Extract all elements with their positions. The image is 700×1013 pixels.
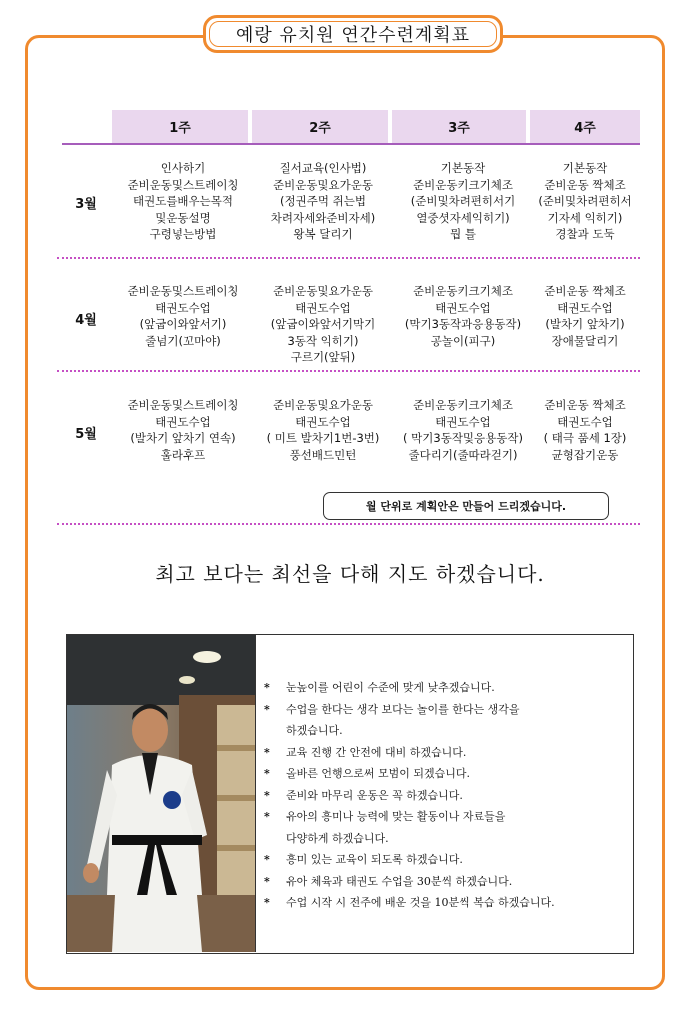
- schedule-cell-line: 기본동작: [440, 161, 486, 175]
- pledge-item: [264, 806, 634, 849]
- schedule-cell-line: 차려자세와준비자세): [270, 210, 376, 225]
- schedule-cell-line: 줄다리기(줄따라걷기): [408, 447, 518, 462]
- schedule-cell-line: ( 막기3동작및응용동작): [403, 431, 523, 445]
- schedule-cell-line: 태권도를배우는목적: [133, 194, 233, 208]
- schedule-cell-line: 공놀이(피구): [430, 333, 496, 348]
- schedule-cell-line: ( 태극 품세 1장): [543, 431, 627, 445]
- pledge-item: [264, 785, 634, 807]
- schedule-cell: [248, 397, 398, 463]
- pledge-item: [264, 742, 634, 764]
- schedule-cell-line: (막기3동작과응용동작): [404, 317, 522, 331]
- bullet-icon: *: [264, 874, 270, 888]
- schedule-cell-line: 태권도수업: [557, 300, 613, 315]
- bullet-icon: *: [264, 681, 270, 694]
- schedule-cell-line: 준비운동및요가운동: [273, 398, 373, 412]
- row-separator: [57, 257, 640, 259]
- title-banner: [203, 15, 503, 53]
- schedule-cell-line: 열중셧자세익히기): [416, 210, 510, 225]
- schedule-cell-line: 준비운동및스트레이칭: [127, 398, 239, 412]
- instructor-photo: [67, 635, 256, 952]
- schedule-cell-line: 구령넣는방법: [149, 227, 217, 241]
- bullet-icon: *: [264, 853, 270, 866]
- pledge-item: [264, 871, 634, 893]
- schedule-cell-line: (앞굽이와앞서기): [139, 317, 227, 331]
- schedule-cell-line: 태권도수업: [155, 300, 211, 315]
- week-header-1: 1주: [112, 110, 248, 143]
- schedule-cell: [108, 160, 258, 243]
- week-header-3: 3주: [392, 110, 526, 143]
- row-separator: [57, 523, 640, 525]
- schedule-cell-line: 준비운동키크기체조: [413, 177, 513, 192]
- schedule-cell-line: 태권도수업: [295, 300, 351, 315]
- schedule-cell-line: 훌라후프: [160, 447, 206, 462]
- schedule-cell-line: 뭡 틀: [450, 227, 476, 241]
- pledge-text: 다양하게 하겠습니다.: [286, 831, 389, 845]
- pledge-text: 교육 진행 간 안전에 대비 하겠습니다.: [286, 745, 467, 759]
- schedule-cell-line: (발차기 앞차기 연속): [130, 431, 236, 445]
- schedule-cell-line: 풍선배드민턴: [289, 447, 357, 462]
- schedule-cell-line: 왕복 달리기: [293, 227, 353, 241]
- schedule-cell-line: 인사하기: [160, 161, 206, 175]
- schedule-cell-line: 태권도수업: [435, 300, 491, 315]
- schedule-cell-line: (발차기 앞차기): [545, 317, 625, 331]
- schedule-cell-line: (정권주먹 쥐는법: [280, 194, 366, 208]
- pledge-text: 준비와 마무리 운동은 꼭 하겠습니다.: [286, 788, 463, 802]
- schedule-cell-line: 3동작 익히기): [287, 333, 359, 348]
- schedule-cell-line: (준비및차려편히서: [538, 194, 632, 208]
- schedule-cell: [248, 283, 398, 366]
- pledge-list: [264, 677, 634, 914]
- pledge-text: 유아의 흥미나 능력에 맞는 활동이나 자료들을: [286, 810, 506, 823]
- week-header-2: 2주: [252, 110, 388, 143]
- schedule-cell-line: 및운동설명: [155, 210, 211, 225]
- schedule-cell-line: 준비운동및요가운동: [273, 284, 373, 298]
- schedule-cell-line: 준비운동 짝체조: [544, 177, 626, 192]
- schedule-cell-line: 태권도수업: [557, 414, 613, 429]
- note-box: [323, 492, 609, 520]
- schedule-cell: [510, 160, 660, 243]
- schedule-cell-line: 기자세 익히기): [547, 210, 623, 225]
- week-header-4: 4주: [530, 110, 640, 143]
- motto: 최고 보다는 최선을 다해 지도 하겠습니다.: [155, 562, 545, 586]
- pledge-item: [264, 892, 634, 914]
- pledge-item: [264, 763, 634, 785]
- schedule-cell-line: 준비운동및스트레이칭: [127, 177, 239, 192]
- bullet-icon: *: [264, 702, 270, 716]
- schedule-cell-line: 준비운동키크기체조: [413, 398, 513, 412]
- bullet-icon: *: [264, 767, 270, 780]
- schedule-cell-line: 구르기(앞뒤): [290, 350, 356, 364]
- schedule-cell-line: 장애물달리기: [551, 333, 619, 348]
- month-label: 5월: [75, 427, 97, 442]
- schedule-cell-line: 줄넘기(꼬마야): [145, 333, 221, 348]
- bullet-icon: *: [264, 810, 270, 823]
- schedule-cell-line: 준비운동 짝체조: [544, 398, 626, 412]
- pledge-text: 수업을 한다는 생각 보다는 놀이를 한다는 생각을: [286, 702, 520, 716]
- bullet-icon: *: [264, 896, 270, 909]
- schedule-cell-line: 태권도수업: [295, 414, 351, 429]
- schedule-cell: [510, 397, 660, 463]
- bullet-icon: *: [264, 745, 270, 759]
- schedule-cell-line: ( 미트 발차기1번-3번): [266, 431, 380, 445]
- schedule-cell-line: 기본동작: [562, 161, 608, 175]
- page-title: 예랑 유치원 연간수련계획표: [209, 21, 497, 47]
- pledge-item: [264, 677, 634, 699]
- pledge-text: 하겠습니다.: [286, 724, 343, 737]
- schedule-cell-line: 경찰과 도둑: [555, 227, 615, 241]
- schedule-cell-line: (앞굽이와앞서기막기: [270, 317, 376, 331]
- schedule-cell-line: 준비운동및스트레이칭: [127, 284, 239, 298]
- month-label: 3월: [75, 197, 97, 212]
- instructor-box: [66, 634, 634, 954]
- header-underline: [62, 143, 640, 145]
- note-text: 월 단위로 계획안은 만들어 드리겠습니다.: [365, 500, 567, 513]
- schedule-cell-line: 준비운동및요가운동: [273, 177, 373, 192]
- pledge-text: 유아 체육과 태권도 수업을 30분씩 하겠습니다.: [286, 874, 513, 888]
- schedule-cell-line: 준비운동키크기체조: [413, 284, 513, 298]
- pledge-text: 올바른 언행으로써 모범이 되겠습니다.: [286, 767, 471, 780]
- month-label: 4월: [75, 313, 97, 328]
- schedule-cell-line: 준비운동 짝체조: [544, 284, 626, 298]
- schedule-cell: [510, 283, 660, 349]
- schedule-cell-line: 태권도수업: [155, 414, 211, 429]
- schedule-cell: [108, 283, 258, 349]
- schedule-cell: [108, 397, 258, 463]
- schedule-cell-line: 태권도수업: [435, 414, 491, 429]
- schedule-cell: [248, 160, 398, 243]
- schedule-cell-line: 균형잡기운동: [551, 447, 619, 462]
- pledge-text: 눈높이를 어린이 수준에 맞게 낮추겠습니다.: [286, 681, 495, 694]
- pledge-text: 흥미 있는 교육이 되도록 하겠습니다.: [286, 853, 463, 866]
- pledge-item: [264, 849, 634, 871]
- row-separator: [57, 370, 640, 372]
- schedule-cell-line: (준비및차려편히서기: [410, 194, 516, 208]
- pledge-text: 수업 시작 시 전주에 배운 것을 10분씩 복습 하겠습니다.: [286, 896, 555, 909]
- bullet-icon: *: [264, 788, 270, 802]
- pledge-item: [264, 699, 634, 742]
- schedule-cell-line: 질서교육(인사법): [279, 161, 367, 175]
